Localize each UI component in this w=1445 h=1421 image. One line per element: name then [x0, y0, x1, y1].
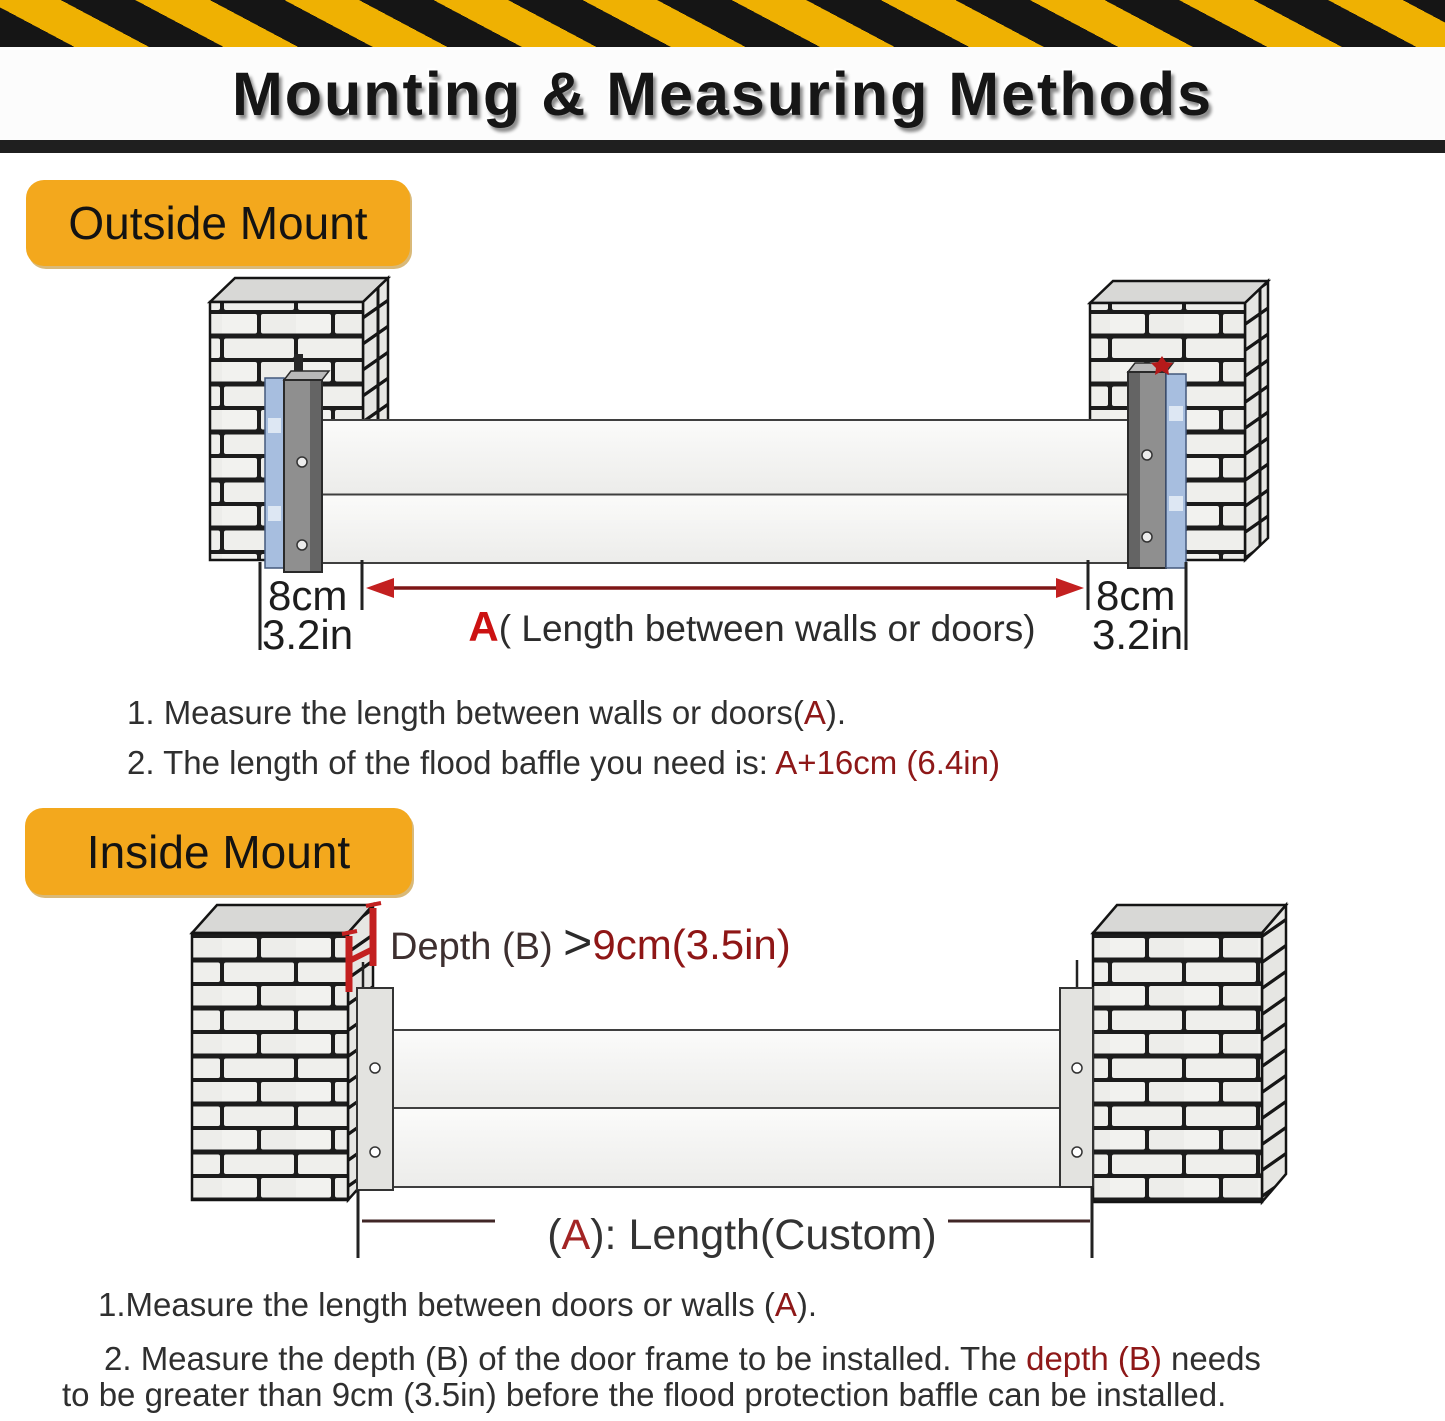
- inside-instruction-1-text: 1.Measure the length between doors or walls (: [98, 1286, 775, 1323]
- screw-icon: [370, 1063, 380, 1073]
- inside-instruction-3-text: to be greater than 9cm (3.5in) before the flood protection baffle can be installed.: [62, 1376, 1227, 1413]
- left-seal-strip: [265, 378, 284, 568]
- outside-instruction-1-var: A: [803, 694, 826, 731]
- length-arrow-label: [468, 603, 1035, 650]
- inside-instruction-2-var: depth (B): [1026, 1340, 1162, 1377]
- inside-instruction-2-text: 2. Measure the depth (B) of the door frame to be installed. The: [104, 1340, 1027, 1377]
- inside-instruction-1-var: A: [774, 1286, 797, 1323]
- inside-right-wall-pillar: [1093, 905, 1286, 1202]
- right-overlap-in-label: 3.2in: [1092, 611, 1184, 658]
- screw-icon: [1072, 1147, 1082, 1157]
- inside-instruction-1-end: ).: [796, 1286, 818, 1323]
- length-label-open: (: [547, 1211, 562, 1259]
- inside-right-bracket: [1060, 960, 1093, 1187]
- screw-icon: [1072, 1063, 1082, 1073]
- custom-length-label: [547, 1211, 937, 1259]
- outside-instruction-1-text: 1. Measure the length between walls or doors(: [127, 694, 804, 731]
- length-label-text: ( Length between walls or doors): [498, 608, 1036, 649]
- depth-value: 9cm(3.5in): [592, 921, 791, 968]
- outside-instruction-2-text: 2. The length of the flood baffle you need is:: [127, 744, 776, 781]
- screw-icon: [297, 457, 307, 467]
- outside-right-bracket: [1128, 356, 1186, 568]
- screw-icon: [1142, 532, 1152, 542]
- screw-icon: [1142, 450, 1152, 460]
- inside-mount-diagram: [192, 903, 1286, 1259]
- right-seal-strip: [1166, 374, 1186, 568]
- left-overlap-cm-label: 8cm: [268, 572, 348, 619]
- outside-mount-diagram: [210, 278, 1268, 658]
- outside-instruction-1-end: ).: [825, 694, 847, 731]
- depth-label: [390, 914, 791, 970]
- outside-instruction-2-formula: A+16cm (6.4in): [775, 744, 1000, 781]
- page-title: Mounting & Measuring Methods: [231, 59, 1214, 128]
- depth-label-text: Depth (B): [390, 926, 564, 968]
- length-variable-a: A: [561, 1211, 591, 1259]
- greater-than-sign: >: [563, 914, 593, 970]
- left-overlap-in-label: 3.2in: [262, 611, 354, 658]
- screw-icon: [297, 540, 307, 550]
- right-overlap-cm-label: 8cm: [1096, 572, 1176, 619]
- outside-flood-barrier: [322, 420, 1128, 563]
- inside-instruction-2-end: needs: [1161, 1340, 1261, 1377]
- length-label-rest: ): Length(Custom): [590, 1211, 937, 1259]
- inside-left-bracket: [357, 962, 393, 1190]
- outside-mount-badge-label: Outside Mount: [68, 197, 368, 249]
- inside-mount-badge-label: Inside Mount: [86, 825, 351, 878]
- screw-icon: [370, 1147, 380, 1157]
- length-arrow: [366, 578, 1084, 598]
- length-variable-a: A: [468, 603, 499, 650]
- outside-left-bracket: [265, 354, 329, 572]
- inside-flood-barrier: [393, 1030, 1060, 1187]
